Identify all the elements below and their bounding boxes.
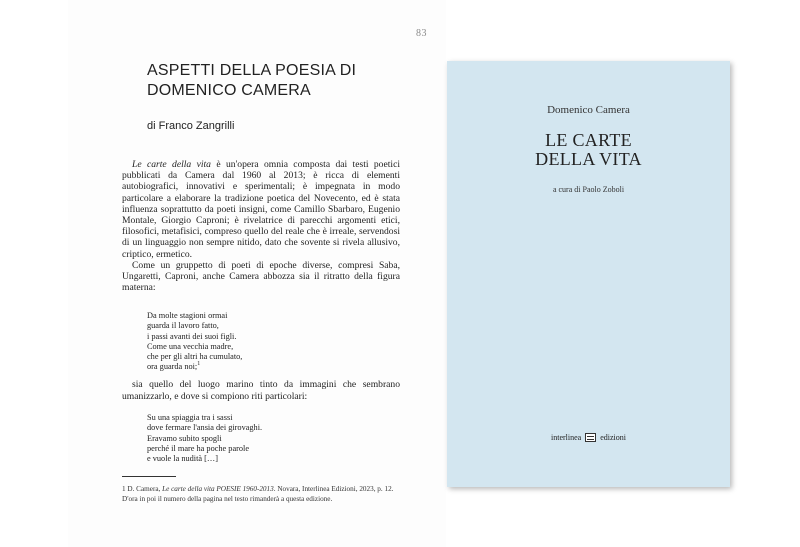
footnote-book-title: Le carte della vita POESIE 1960-2013 <box>162 485 274 493</box>
body-paragraph-1-text: è un'opera omnia composta dai testi poetici pubblicati da Camera dal 1960 al 2013; è ricca di elementi autobiografici, innovativi e sperimentali; è impegnata in modo particolare a elaborare la tradizione poetica del Novecento, ed è stata influenza soprattutto da poeti insigni, come Camillo Sbarbaro, Eugenio Montale, Giorgio Caproni; è rivelatrice di parecchi argomenti etici, filosofici, metafisici, compreso quello del reale che è irreale, servendosi di un linguaggio non sempre nitido, dato che sovente si rivela allusivo, criptico, ermetico. <box>122 159 400 260</box>
body-paragraph-1 <box>122 159 400 260</box>
cover-title <box>447 131 730 169</box>
article-body <box>122 159 400 293</box>
cover-title-line-2: DELLA VITA <box>535 149 642 169</box>
book-cover <box>447 61 730 487</box>
footnote-text: . Novara, Interlinea Edizioni, 2023, p. 12. D'ora in poi il numero della pagina nel testo rimanderà a questa edizione. <box>122 485 394 503</box>
poem-line-text: ora guarda noi; <box>147 362 198 372</box>
poem-line: dove fermare l'ansia dei girovaghi. <box>147 423 263 433</box>
poem-line: i passi avanti dei suoi figli. <box>147 331 237 341</box>
cover-author: Domenico Camera <box>547 104 630 116</box>
body-paragraph-2: Come un gruppetto di poeti di epoche diverse, compresi Saba, Ungaretti, Caproni, anche Camera abbozza sia il ritratto della figura materna: <box>122 259 400 294</box>
poem-quote-1 <box>147 311 242 373</box>
cover-title-line-1: LE CARTE <box>545 130 632 150</box>
body-paragraph-3: sia quello del luogo marino tinto da immagini che sembrano umanizzarlo, e dove si compiono riti particolari: <box>122 379 400 402</box>
publisher-suffix: edizioni <box>600 433 626 442</box>
footnote-divider <box>122 476 176 477</box>
poem-line: guarda il lavoro fatto, <box>147 321 219 331</box>
poem-quote-2 <box>147 413 262 464</box>
publisher-mark <box>447 433 730 442</box>
publisher-name: interlinea <box>551 433 582 442</box>
article-title-line-2: DOMENICO CAMERA <box>147 82 311 99</box>
poem-line: Da molte stagioni ormai <box>147 311 228 320</box>
footnote-reference: 1 <box>197 361 201 368</box>
poem-line: Su una spiaggia tra i sassi <box>147 413 233 422</box>
article-title-line-1: ASPETTI DELLA POESIA DI <box>147 62 357 79</box>
poem-line: e vuole la nudità […] <box>147 454 218 464</box>
page-number: 83 <box>416 28 427 39</box>
publisher-logo-icon <box>585 433 596 442</box>
article-title <box>147 61 356 101</box>
poem-line: Eravamo subito spogli <box>147 433 222 443</box>
poem-line <box>147 362 242 372</box>
poem-line: che per gli altri ha cumulato, <box>147 352 243 362</box>
book-title-italic: Le carte della vita <box>132 159 211 170</box>
footnote-prefix: 1 D. Camera, <box>122 485 163 493</box>
article-author: di Franco Zangrilli <box>147 120 235 132</box>
article-body-continued <box>122 379 400 403</box>
poem-line: Come una vecchia madre, <box>147 341 234 351</box>
footnote <box>122 484 404 504</box>
poem-line: perché il mare ha poche parole <box>147 443 250 453</box>
cover-editor: a cura di Paolo Zoboli <box>552 185 625 194</box>
